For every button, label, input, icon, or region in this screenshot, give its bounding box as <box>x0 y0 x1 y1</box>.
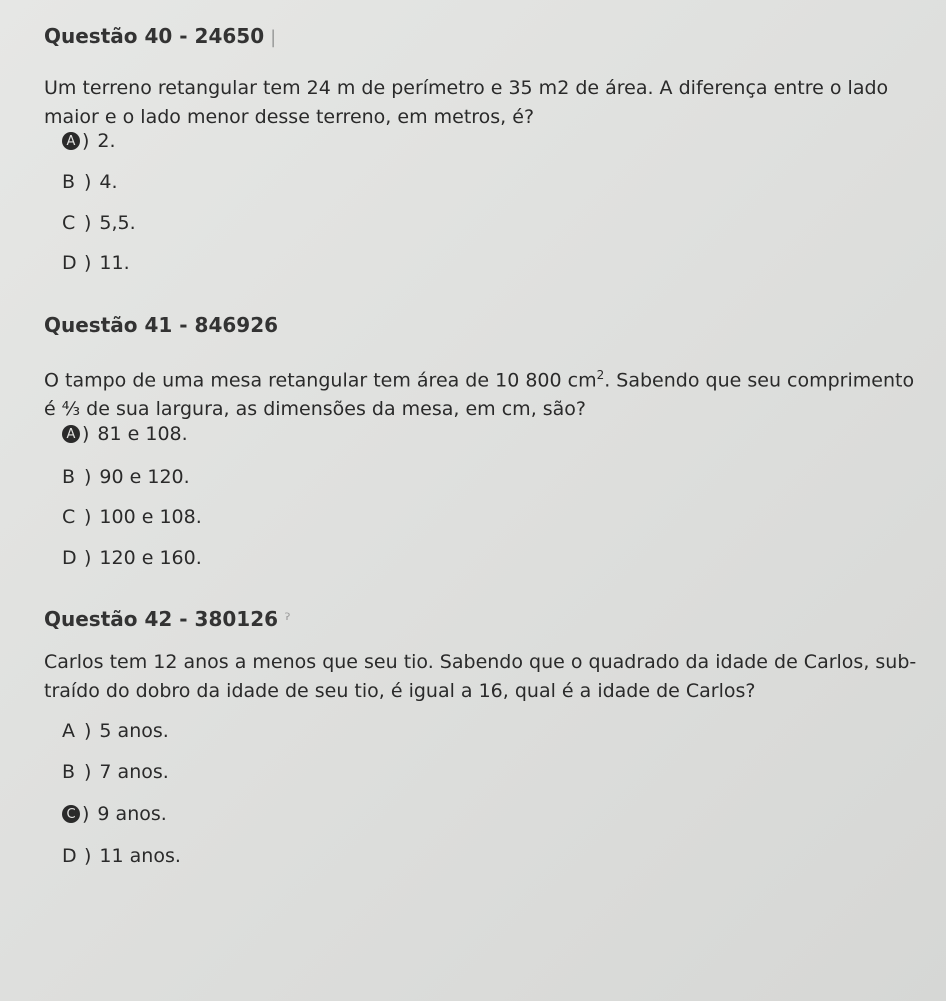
option-paren: ) <box>84 845 92 867</box>
question-42-option-d[interactable] <box>62 845 181 867</box>
question-41-text <box>44 361 924 424</box>
question-41-option-c[interactable] <box>62 506 202 528</box>
option-paren: ) <box>84 547 92 569</box>
option-text: 90 e 120. <box>99 466 190 488</box>
question-40-option-c[interactable] <box>62 212 136 234</box>
question-40-option-a[interactable] <box>62 130 116 152</box>
option-paren: ) <box>84 252 92 274</box>
question-42-title-text: Questão 42 - 380126 <box>44 607 279 631</box>
option-letter: C <box>62 805 80 823</box>
question-41-option-a[interactable] <box>62 423 188 445</box>
option-letter: B <box>62 761 76 783</box>
question-40-title <box>44 24 276 48</box>
question-40-option-b[interactable] <box>62 171 118 193</box>
option-letter: D <box>62 547 77 569</box>
option-text: 2. <box>97 130 116 152</box>
option-paren: ) <box>84 506 92 528</box>
option-paren: ) <box>84 761 92 783</box>
question-41-option-d[interactable] <box>62 547 202 569</box>
option-text: 4. <box>99 171 118 193</box>
question-42-text: Carlos tem 12 anos a menos que seu tio. Sabendo que o quadrado da idade de Carlos, sub-traído do dobro da idade de seu tio, é igual a 16, qual é a idade de Carlos? <box>44 651 917 702</box>
option-text: 5 anos. <box>99 720 169 742</box>
pencil-mark: ˀ <box>284 610 291 631</box>
question-42-option-a[interactable] <box>62 720 169 742</box>
question-42-option-b[interactable] <box>62 761 169 783</box>
option-paren: ) <box>82 803 90 825</box>
option-letter: A <box>62 132 80 150</box>
question-41-title: Questão 41 - 846926 <box>44 313 279 337</box>
option-letter: C <box>62 212 76 234</box>
option-text: 7 anos. <box>99 761 169 783</box>
pencil-mark: | <box>270 27 277 48</box>
question-40-text: Um terreno retangular tem 24 m de perímetro e 35 m2 de área. A diferença entre o lado maior e o lado menor desse terreno, em metros, é? <box>44 77 889 128</box>
superscript: 2 <box>596 368 605 382</box>
question-42-option-c[interactable] <box>62 803 167 825</box>
question-42-title <box>44 607 291 631</box>
option-paren: ) <box>84 466 92 488</box>
option-paren: ) <box>84 212 92 234</box>
option-letter: A <box>62 425 80 443</box>
option-letter: A <box>62 720 75 742</box>
option-paren: ) <box>82 130 90 152</box>
option-letter: D <box>62 845 77 867</box>
option-letter: B <box>62 171 76 193</box>
option-text: 100 e 108. <box>99 506 202 528</box>
question-40-option-d[interactable] <box>62 252 130 274</box>
option-text: 81 e 108. <box>97 423 188 445</box>
option-letter: C <box>62 506 76 528</box>
question-41-option-b[interactable] <box>62 466 190 488</box>
question-41-text-part2: . Sabendo que seu comprimento é ⁴⁄₃ de sua largura, as dimensões da mesa, em cm, são? <box>44 369 915 421</box>
option-paren: ) <box>84 720 92 742</box>
option-text: 5,5. <box>99 212 136 234</box>
option-paren: ) <box>84 171 92 193</box>
question-40-title-text: Questão 40 - 24650 <box>44 24 265 48</box>
option-text: 11 anos. <box>99 845 181 867</box>
option-text: 11. <box>99 252 130 274</box>
option-letter: B <box>62 466 76 488</box>
option-paren: ) <box>82 423 90 445</box>
question-41-text-part1: O tampo de uma mesa retangular tem área de 10 800 cm <box>44 369 597 392</box>
option-text: 120 e 160. <box>99 547 202 569</box>
option-text: 9 anos. <box>97 803 167 825</box>
option-letter: D <box>62 252 77 274</box>
